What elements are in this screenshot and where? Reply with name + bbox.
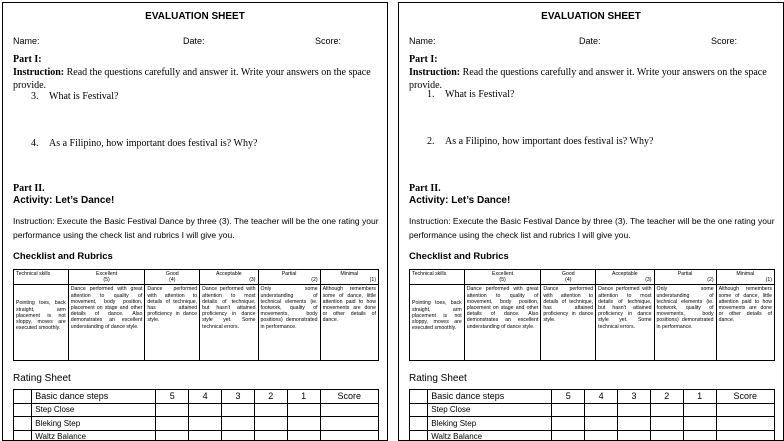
rubric-cell	[14, 285, 69, 361]
rubric-header-title: Good	[561, 271, 575, 277]
rating-score-cell[interactable]	[254, 430, 287, 441]
part2-heading: Part II.	[409, 183, 441, 194]
rubric-cell-text: Dance performed with great attention to quality of movement, body position, placement on stage and other details of dance. Also demonstrates an excellent understanding of dance style.	[466, 286, 539, 330]
rubric-header-points: (1)	[765, 277, 772, 284]
rubric-header-points: (2)	[311, 277, 318, 284]
rubric-header-title: Minimal	[736, 271, 755, 277]
rubric-header-points: (3)	[645, 277, 652, 284]
rubric-cell-text: Dance performed with attention to most details of technique, but hasn't attained proficiency in dance style yet. Some technical errors.	[202, 286, 256, 330]
rating-score-cell[interactable]	[156, 430, 189, 441]
rating-step-label: Bleking Step	[32, 417, 156, 431]
rubric-table	[409, 269, 775, 361]
rating-table	[13, 389, 379, 441]
part2-instruction: Instruction: Execute the Basic Festival Dance by three (3). The teacher will be the one rating your performance using the check list and rubrics I will give you.	[13, 216, 379, 240]
rating-header-cell: 4	[585, 390, 618, 404]
rating-header-cell: 3	[618, 390, 651, 404]
rubric-header-cell	[410, 270, 465, 285]
rating-score-cell[interactable]	[683, 403, 716, 417]
rubric-header-cell	[464, 270, 541, 285]
rating-header-cell: 2	[650, 390, 683, 404]
instruction-label: Instruction:	[13, 67, 65, 78]
rating-score-cell[interactable]	[650, 417, 683, 431]
rating-blank-cell	[14, 390, 32, 404]
rating-score-cell[interactable]	[618, 417, 651, 431]
date-label: Date:	[183, 36, 205, 46]
name-label: Name:	[409, 36, 436, 46]
rating-header-cell: 5	[156, 390, 189, 404]
rating-score-cell[interactable]	[222, 403, 255, 417]
rubric-cell-text: Although remembers some of dance, little attention paid to how movements are done or other details of dance.	[718, 286, 772, 324]
rubric-header-points: (3)	[249, 277, 256, 284]
rubric-header-points: (4)	[565, 277, 572, 284]
question-number: 4.	[31, 138, 39, 149]
rating-table	[409, 389, 775, 441]
rubric-header-cell	[145, 270, 200, 285]
rubric-header-cell	[596, 270, 654, 285]
rubric-cell	[716, 285, 774, 361]
rating-score-cell[interactable]	[156, 403, 189, 417]
rubric-header-points: (2)	[707, 277, 714, 284]
rating-score-cell[interactable]	[618, 403, 651, 417]
rating-header-row	[410, 390, 775, 404]
rubric-header-cell	[716, 270, 774, 285]
rubric-cell-text: Pointing toes, back straight, arm placement is not sloppy, moves are executed smoothly.	[412, 300, 462, 332]
rating-total-cell[interactable]	[320, 430, 378, 441]
rating-total-cell[interactable]	[716, 430, 774, 441]
question-text: What is Festival?	[445, 89, 515, 100]
question-text: As a Filipino, how important does festival is? Why?	[49, 138, 258, 149]
question-text: What is Festival?	[49, 91, 119, 102]
rubric-header-points: (5)	[103, 277, 110, 284]
rubric-header-cell	[14, 270, 69, 285]
checklist-heading: Checklist and Rubrics	[409, 251, 509, 262]
rubric-cell-text: Although remembers some of dance, little attention paid to how movements are done or other details of dance.	[322, 286, 376, 324]
rating-score-cell[interactable]	[287, 430, 320, 441]
rating-row	[14, 417, 379, 431]
rating-sheet-heading: Rating Sheet	[409, 373, 467, 384]
question-item	[427, 89, 514, 100]
part2-instruction: Instruction: Execute the Basic Festival Dance by three (3). The teacher will be the one rating your performance using the check list and rubrics I will give you.	[409, 216, 775, 240]
rating-step-label: Step Close	[32, 403, 156, 417]
rating-header-cell: 1	[287, 390, 320, 404]
rubric-cell-text: Pointing toes, back straight, arm placement is not sloppy, moves are executed smoothly.	[16, 300, 66, 332]
rating-step-label: Bleking Step	[428, 417, 552, 431]
score-label: Score:	[315, 36, 342, 46]
score-label: Score:	[711, 36, 738, 46]
rating-row	[410, 430, 775, 441]
rating-score-cell[interactable]	[650, 403, 683, 417]
rating-score-cell[interactable]	[618, 430, 651, 441]
sheet-title: EVALUATION SHEET	[145, 11, 245, 22]
rating-row	[14, 403, 379, 417]
rubric-header-points: (5)	[499, 277, 506, 284]
activity-heading: Activity: Let’s Dance!	[13, 195, 115, 206]
rubric-cell	[410, 285, 465, 361]
rating-score-cell[interactable]	[287, 417, 320, 431]
rubric-header-cell	[200, 270, 258, 285]
rating-score-cell[interactable]	[189, 417, 222, 431]
rating-total-cell[interactable]	[716, 403, 774, 417]
checklist-heading: Checklist and Rubrics	[13, 251, 113, 262]
rubric-cell-text: Dance performed with attention to most details of technique, but hasn't attained proficiency in dance style yet. Some technical errors.	[598, 286, 652, 330]
rating-score-cell[interactable]	[222, 417, 255, 431]
question-item	[427, 136, 653, 147]
rating-header-cell: 4	[189, 390, 222, 404]
rating-header-cell: 5	[552, 390, 585, 404]
rating-score-cell[interactable]	[254, 403, 287, 417]
rubric-header-title: Partial	[677, 271, 693, 277]
rating-blank-cell	[410, 390, 428, 404]
instruction-label: Instruction:	[409, 67, 461, 78]
rubric-header-title: Minimal	[340, 271, 359, 277]
rubric-cell	[541, 285, 596, 361]
rubric-cell	[464, 285, 541, 361]
rating-score-cell[interactable]	[189, 430, 222, 441]
rating-score-cell[interactable]	[683, 430, 716, 441]
rating-score-cell[interactable]	[222, 430, 255, 441]
instruction-text: Read the questions carefully and answer it. Write your answers on the space provide.	[13, 67, 371, 91]
rating-score-cell[interactable]	[552, 430, 585, 441]
rating-row	[14, 430, 379, 441]
question-item	[31, 91, 118, 102]
rating-header-cell: Basic dance steps	[428, 390, 552, 404]
rating-sheet-heading: Rating Sheet	[13, 373, 71, 384]
rating-score-cell[interactable]	[650, 430, 683, 441]
rating-total-cell[interactable]	[320, 403, 378, 417]
rubric-header-cell	[541, 270, 596, 285]
rubric-cell-text: Dance performed with attention to details of technique, has attained proficiency in dance style.	[543, 286, 594, 324]
rubric-header-cell	[654, 270, 716, 285]
rubric-header-title: Excellent	[492, 271, 514, 277]
rating-score-cell[interactable]	[585, 403, 618, 417]
rating-header-cell: 2	[254, 390, 287, 404]
rubric-header-title: Good	[165, 271, 179, 277]
rating-score-cell[interactable]	[585, 430, 618, 441]
rating-header-cell: Score	[716, 390, 774, 404]
rating-header-cell: 1	[683, 390, 716, 404]
rating-score-cell[interactable]	[552, 403, 585, 417]
rating-step-label: Waltz Balance	[32, 430, 156, 441]
part1-heading: Part I:	[409, 54, 438, 65]
rating-header-cell: Score	[320, 390, 378, 404]
rubric-header-row	[410, 270, 775, 285]
sheet-title: EVALUATION SHEET	[541, 11, 641, 22]
rating-header-cell: 3	[222, 390, 255, 404]
rating-total-cell[interactable]	[320, 417, 378, 431]
question-number: 3.	[31, 91, 39, 102]
question-number: 1.	[427, 89, 435, 100]
rubric-header-title: Technical skills	[412, 271, 447, 277]
rating-row	[410, 417, 775, 431]
rubric-cell-text: Dance performed with attention to details of technique, has attained proficiency in dance style.	[147, 286, 198, 324]
question-text: As a Filipino, how important does festival is? Why?	[445, 136, 654, 147]
rubric-cell	[320, 285, 378, 361]
rubric-cell-text: Only some understanding of technical elements (ie. footwork, quality of movements, body positions) demonstrated in performance.	[260, 286, 318, 330]
rating-step-label: Step Close	[428, 403, 552, 417]
evaluation-sheet-right	[398, 2, 784, 441]
rubric-cell	[654, 285, 716, 361]
rubric-cell	[68, 285, 145, 361]
rubric-header-title: Acceptable	[612, 271, 638, 277]
rating-score-cell[interactable]	[552, 417, 585, 431]
question-item	[31, 138, 257, 149]
part2-heading: Part II.	[13, 183, 45, 194]
rating-score-cell[interactable]	[287, 403, 320, 417]
name-label: Name:	[13, 36, 40, 46]
date-label: Date:	[579, 36, 601, 46]
rubric-header-row	[14, 270, 379, 285]
rubric-header-cell	[68, 270, 145, 285]
rubric-header-cell	[258, 270, 320, 285]
rubric-cell-text: Only some understanding of technical elements (ie. footwork, quality of movements, body positions) demonstrated in performance.	[656, 286, 714, 330]
question-number: 2.	[427, 136, 435, 147]
evaluation-sheet-left	[2, 2, 388, 441]
rating-step-label: Waltz Balance	[428, 430, 552, 441]
rubric-cell	[596, 285, 654, 361]
rubric-table	[13, 269, 379, 361]
rating-header-cell: Basic dance steps	[32, 390, 156, 404]
rubric-header-title: Excellent	[96, 271, 118, 277]
rating-score-cell[interactable]	[585, 417, 618, 431]
rating-total-cell[interactable]	[716, 417, 774, 431]
rubric-row	[410, 285, 775, 361]
rubric-cell	[258, 285, 320, 361]
rubric-header-title: Technical skills	[16, 271, 51, 277]
instruction-text: Read the questions carefully and answer it. Write your answers on the space provide.	[409, 67, 767, 91]
rating-header-row	[14, 390, 379, 404]
rubric-header-cell	[320, 270, 378, 285]
rubric-header-points: (4)	[169, 277, 176, 284]
rating-score-cell[interactable]	[683, 417, 716, 431]
rating-score-cell[interactable]	[156, 417, 189, 431]
rubric-header-title: Partial	[281, 271, 297, 277]
rubric-header-title: Acceptable	[216, 271, 242, 277]
activity-heading: Activity: Let’s Dance!	[409, 195, 511, 206]
part1-heading: Part I:	[13, 54, 42, 65]
rubric-cell-text: Dance performed with great attention to quality of movement, body position, placement on stage and other details of dance. Also demonstrates an excellent understanding of dance style.	[70, 286, 143, 330]
rating-score-cell[interactable]	[189, 403, 222, 417]
rubric-cell	[200, 285, 258, 361]
part1-instruction	[13, 66, 383, 92]
rating-row	[410, 403, 775, 417]
rating-score-cell[interactable]	[254, 417, 287, 431]
rubric-row	[14, 285, 379, 361]
rubric-header-points: (1)	[369, 277, 376, 284]
rubric-cell	[145, 285, 200, 361]
